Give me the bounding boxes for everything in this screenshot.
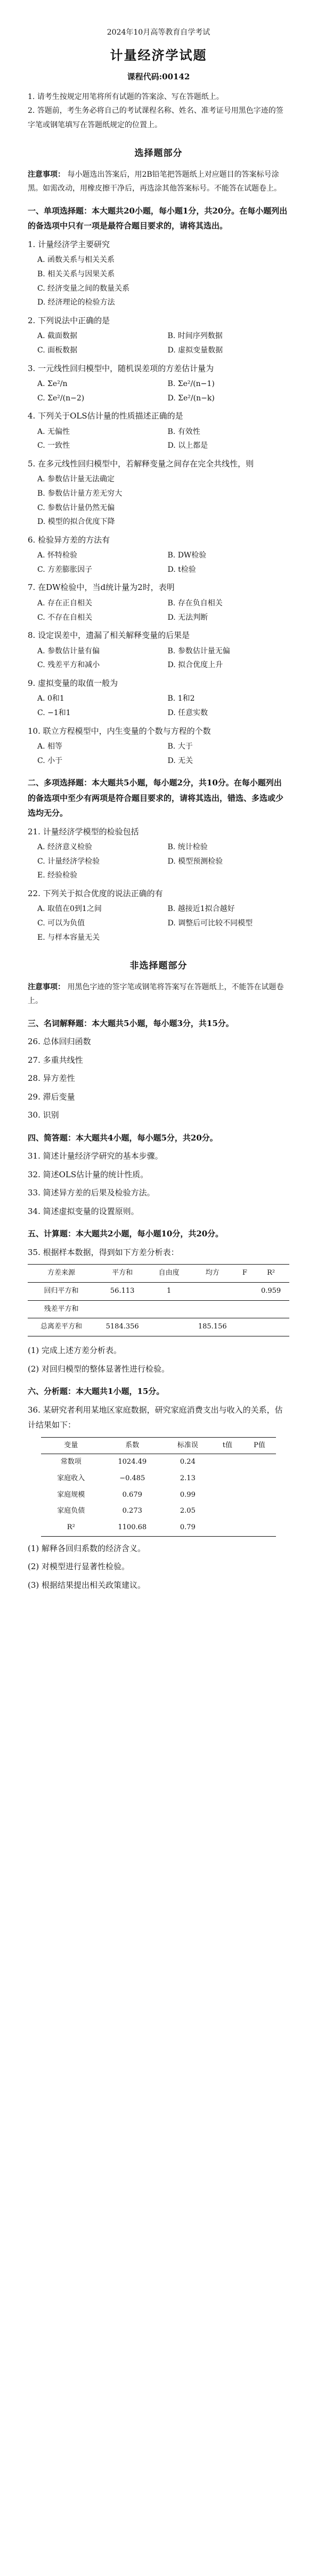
question-35-parts: [28, 1343, 289, 1376]
anova-cell: [253, 1300, 289, 1318]
question-stem: 5. 在多元线性回归模型中，若解释变量之间存在完全共线性，则: [28, 458, 254, 469]
part1-title: 选择题部分: [134, 148, 183, 159]
question-stem: 2. 下列说法中正确的是: [28, 315, 110, 325]
notice-item: 2. 答题前，考生务必将自己的考试课程名称、姓名、准考证号用黑色字迹的签字笔或钢笔填写在答题纸规定的位置上。: [28, 106, 283, 129]
regression-cell: 家庭规模: [57, 1490, 85, 1499]
question-options: [37, 253, 289, 309]
anova-header-cell: 均方: [188, 1265, 237, 1283]
part1-note-label: 注意事项：: [28, 170, 65, 179]
question-option: A. 参数估计量无法确定: [37, 475, 115, 484]
list-question: 31. 简述计量经济学研究的基本步骤。: [28, 1151, 163, 1161]
question-option: C. 参数估计量仍然无偏: [37, 503, 115, 512]
question-option: A. 存在正自相关: [37, 598, 93, 608]
question-option: B. DW检验: [167, 551, 207, 560]
anova-cell: 0.959: [253, 1282, 289, 1300]
question-option: A. 0和1: [37, 694, 64, 703]
regression-cell: 家庭负债: [57, 1507, 85, 1515]
anova-row: [28, 1282, 289, 1300]
question-options: [37, 377, 289, 405]
regression-cell: [242, 1487, 276, 1504]
question-options: [37, 329, 289, 357]
question-option: E. 与样本容量无关: [37, 933, 100, 942]
question-stem: 8. 设定误差中，遗漏了相关解释变量的后果是: [28, 630, 190, 641]
question-stem: 3. 一元线性回归模型中，随机误差项的方差估计量为: [28, 363, 214, 373]
question-option: A. Σe²/n: [37, 380, 68, 389]
anova-cell: [188, 1282, 237, 1300]
question-options: [37, 840, 289, 883]
anova-cell: 185.156: [188, 1318, 237, 1336]
question-options: [37, 472, 289, 529]
question-options: [37, 548, 289, 577]
question-options: [37, 902, 289, 945]
part2-note: [28, 980, 289, 1008]
question-option: C. 残差平方和减小: [37, 661, 100, 670]
anova-cell: [150, 1300, 188, 1318]
question-option: A. 函数关系与相关关系: [37, 256, 115, 265]
part1-note-text: 每小题选出答案后，用2B铅笔把答题纸上对应题目的答案标号涂黑。如需改动，用橡皮擦干净后，再选涂其他答案标号。不能答在试题卷上。: [28, 170, 281, 193]
regression-header-cell: 系数: [101, 1437, 163, 1454]
question-options: [37, 740, 289, 768]
anova-header-cell: F: [237, 1265, 253, 1283]
notice-item: 1. 请考生按规定用笔将所有试题的答案涂、写在答题纸上。: [28, 92, 224, 101]
question-option: D. 任意实数: [167, 708, 208, 717]
anova-cell: [150, 1318, 188, 1336]
regression-row: [41, 1487, 277, 1504]
question-option: B. 越接近1拟合越好: [167, 905, 235, 914]
part1-note: [28, 168, 289, 196]
section-short-answer-head: 四、简答题：本大题共4小题，每小题5分，共20分。: [28, 1133, 218, 1143]
question-options: [37, 596, 289, 625]
section-single-choice-head: 一、单项选择题：本大题共20小题，每小题1分，共20分。在每小题列出的备选项中只有一项是最符合题目要求的，请将其选出。: [28, 206, 288, 231]
course-code: 课程代码:00142: [127, 72, 190, 82]
anova-cell: 残差平方和: [28, 1300, 95, 1318]
question-option: E. 经验检验: [37, 871, 78, 880]
anova-cell: 1: [150, 1282, 188, 1300]
regression-cell: 家庭收入: [57, 1474, 85, 1482]
question-option: D. Σe²/(n−k): [167, 393, 215, 403]
anova-cell: [237, 1282, 253, 1300]
short-answer-list: [28, 1148, 289, 1219]
regression-header-cell: P值: [242, 1437, 276, 1454]
question-option: C. −1和1: [37, 708, 71, 717]
question-stem: 1. 计量经济学主要研究: [28, 239, 110, 249]
question-option: D. 无关: [167, 756, 193, 765]
anova-cell: [237, 1318, 253, 1336]
list-question: (1) 解释各回归系数的经济含义。: [28, 1543, 146, 1553]
list-question: 28. 异方差性: [28, 1073, 75, 1084]
question-option: B. Σe²/(n−1): [167, 380, 215, 389]
question-option: A. 经济意义检验: [37, 843, 93, 852]
question-option: C. 一致性: [37, 441, 70, 450]
regression-cell: 1024.49: [101, 1454, 163, 1471]
regression-cell: [212, 1454, 242, 1471]
question-option: D. 模型预测检验: [167, 857, 223, 866]
question-option: D. 拟合优度上升: [167, 661, 223, 670]
anova-cell: [253, 1318, 289, 1336]
list-question: (2) 对模型进行显著性检验。: [28, 1562, 130, 1572]
list-question: 26. 总体回归函数: [28, 1037, 91, 1047]
regression-header-cell: t值: [212, 1437, 242, 1454]
anova-cell: [188, 1300, 237, 1318]
question-option: B. 统计检验: [167, 843, 208, 852]
question-option: C. 计量经济学检验: [37, 857, 100, 866]
question-option: D. t检验: [167, 565, 196, 574]
regression-row: [41, 1520, 277, 1536]
regression-cell: 0.273: [122, 1507, 142, 1515]
regression-row: [41, 1503, 277, 1520]
multi-choice-list: [28, 824, 289, 945]
regression-table: [41, 1437, 277, 1537]
list-question: 30. 识别: [28, 1110, 59, 1120]
regression-cell: [242, 1503, 276, 1520]
regression-cell: 0.79: [163, 1520, 212, 1536]
list-question: (2) 对回归模型的整体显著性进行检验。: [28, 1364, 170, 1374]
regression-cell: 0.99: [180, 1490, 196, 1499]
anova-header-row: [28, 1265, 289, 1283]
section-calculation-head: 五、计算题：本大题共2小题，每小题10分，共20分。: [28, 1229, 224, 1239]
anova-cell: 5184.356: [95, 1318, 150, 1336]
question-option: B. 有效性: [167, 427, 200, 436]
question-option: B. 1和2: [167, 694, 195, 703]
question-option: A. 怀特检验: [37, 551, 78, 560]
anova-cell: [237, 1300, 253, 1318]
regression-row: [41, 1454, 277, 1471]
question-option: A. 截面数据: [37, 332, 78, 341]
anova-header-cell: R²: [253, 1265, 289, 1283]
question-option: B. 参数估计量方差无穷大: [37, 489, 123, 498]
anova-cell: 56.113: [95, 1282, 150, 1300]
regression-cell: [212, 1520, 242, 1536]
question-36-stem: 36. 某研究者利用某地区家庭数据，研究家庭消费支出与收入的关系，估计结果如下：: [28, 1405, 283, 1430]
question-option: C. Σe²/(n−2): [37, 393, 85, 403]
exam-session-line: 2024年10月高等教育自学考试: [107, 28, 210, 37]
section-terms-head: 三、名词解释题：本大题共5小题，每小题3分，共15分。: [28, 1018, 234, 1028]
question-options: [37, 425, 289, 453]
question-option: B. 相关关系与因果关系: [37, 270, 115, 279]
regression-cell: [242, 1471, 276, 1487]
question-options: [37, 692, 289, 720]
question-option: A. 无偏性: [37, 427, 70, 436]
anova-row: [28, 1318, 289, 1336]
list-question: 33. 简述异方差的后果及检验方法。: [28, 1188, 155, 1198]
question-option: B. 存在负自相关: [167, 598, 223, 608]
regression-cell: [242, 1454, 276, 1471]
list-question: 29. 滞后变量: [28, 1092, 75, 1102]
question-option: B. 大于: [167, 742, 193, 751]
part2-note-label: 注意事项：: [28, 982, 65, 991]
regression-header-cell: 标准误: [163, 1437, 212, 1454]
notice-block: [28, 90, 289, 133]
regression-body: [41, 1454, 277, 1536]
section-multi-choice-head: 二、多项选择题：本大题共5小题，每小题2分，共10分。在每小题列出的备选项中至少有两项是符合题目要求的，请将其选出，错选、多选或少选均无分。: [28, 778, 284, 818]
anova-cell: 总离差平方和: [28, 1318, 95, 1336]
question-option: C. 经济变量之间的数量关系: [37, 284, 130, 293]
regression-row: [41, 1471, 277, 1487]
regression-cell: 0.24: [163, 1454, 212, 1471]
anova-header-cell: 自由度: [150, 1265, 188, 1283]
anova-row: [28, 1300, 289, 1318]
regression-cell: 2.13: [180, 1474, 196, 1482]
question-option: C. 面板数据: [37, 346, 78, 355]
anova-body: [28, 1282, 289, 1336]
regression-header-row: [41, 1437, 277, 1454]
question-option: C. 方差膨胀因子: [37, 565, 93, 574]
regression-cell: 1100.68: [101, 1520, 163, 1536]
question-option: D. 以上都是: [167, 441, 208, 450]
question-option: C. 小于: [37, 756, 63, 765]
regression-header-cell: 变量: [41, 1437, 102, 1454]
terms-list: [28, 1034, 289, 1123]
exam-title: 计量经济学试题: [110, 47, 207, 63]
question-option: D. 虚拟变量数据: [167, 346, 223, 355]
question-option: A. 参数估计量有偏: [37, 646, 100, 655]
regression-cell: [212, 1487, 242, 1504]
list-question: 27. 多重共线性: [28, 1055, 83, 1065]
regression-cell: −0.485: [119, 1474, 145, 1482]
question-options: [37, 644, 289, 672]
question-stem: 9. 虚拟变量的取值一般为: [28, 678, 118, 688]
regression-cell: 2.05: [180, 1507, 196, 1515]
anova-table: [28, 1264, 289, 1336]
question-option: D. 调整后可比较不同模型: [167, 919, 253, 928]
question-option: B. 时间序列数据: [167, 332, 223, 341]
question-option: B. 参数估计量无偏: [167, 646, 230, 655]
part2-note-text: 用黑色字迹的签字笔或钢笔将答案写在答题纸上，不能答在试题卷上。: [28, 982, 284, 1006]
question-stem: 7. 在DW检验中，当d统计量为2时，表明: [28, 583, 175, 593]
anova-cell: [95, 1300, 150, 1318]
question-stem: 4. 下列关于OLS估计量的性质描述正确的是: [28, 411, 183, 421]
question-35-stem: 35. 根据样本数据，得到如下方差分析表：: [28, 1247, 179, 1257]
regression-cell: [242, 1520, 276, 1536]
regression-cell: 常数项: [41, 1454, 102, 1471]
anova-header-cell: 平方和: [95, 1265, 150, 1283]
question-option: A. 相等: [37, 742, 63, 751]
question-option: C. 不存在自相关: [37, 613, 93, 622]
regression-cell: 0.679: [122, 1490, 142, 1499]
list-question: 34. 简述虚拟变量的设置原则。: [28, 1206, 139, 1216]
question-stem: 21. 计量经济学模型的检验包括: [28, 826, 139, 836]
question-stem: 10. 联立方程模型中，内生变量的个数与方程的个数: [28, 726, 211, 736]
question-option: D. 模型的拟合优度下降: [37, 518, 115, 527]
list-question: (3) 根据结果提出相关政策建议。: [28, 1580, 146, 1590]
question-option: D. 无法判断: [167, 613, 208, 622]
regression-cell: [212, 1471, 242, 1487]
question-36-parts: [28, 1541, 289, 1593]
single-choice-list: [28, 237, 289, 768]
list-question: 32. 简述OLS估计量的统计性质。: [28, 1169, 149, 1179]
question-option: C. 可以为负值: [37, 919, 85, 928]
question-stem: 6. 检验异方差的方法有: [28, 535, 110, 545]
regression-cell: [212, 1503, 242, 1520]
anova-header-cell: 方差来源: [28, 1265, 95, 1283]
section-analysis-head: 六、分析题：本大题共1小题，15分。: [28, 1387, 165, 1396]
anova-cell: 回归平方和: [28, 1282, 95, 1300]
regression-cell: R²: [41, 1520, 102, 1536]
list-question: (1) 完成上述方差分析表。: [28, 1346, 122, 1355]
question-option: A. 取值在0到1之间: [37, 905, 102, 914]
question-option: D. 经济理论的检验方法: [37, 298, 115, 307]
question-stem: 22. 下列关于拟合优度的说法正确的有: [28, 888, 163, 898]
part2-title: 非选择题部分: [129, 961, 188, 972]
